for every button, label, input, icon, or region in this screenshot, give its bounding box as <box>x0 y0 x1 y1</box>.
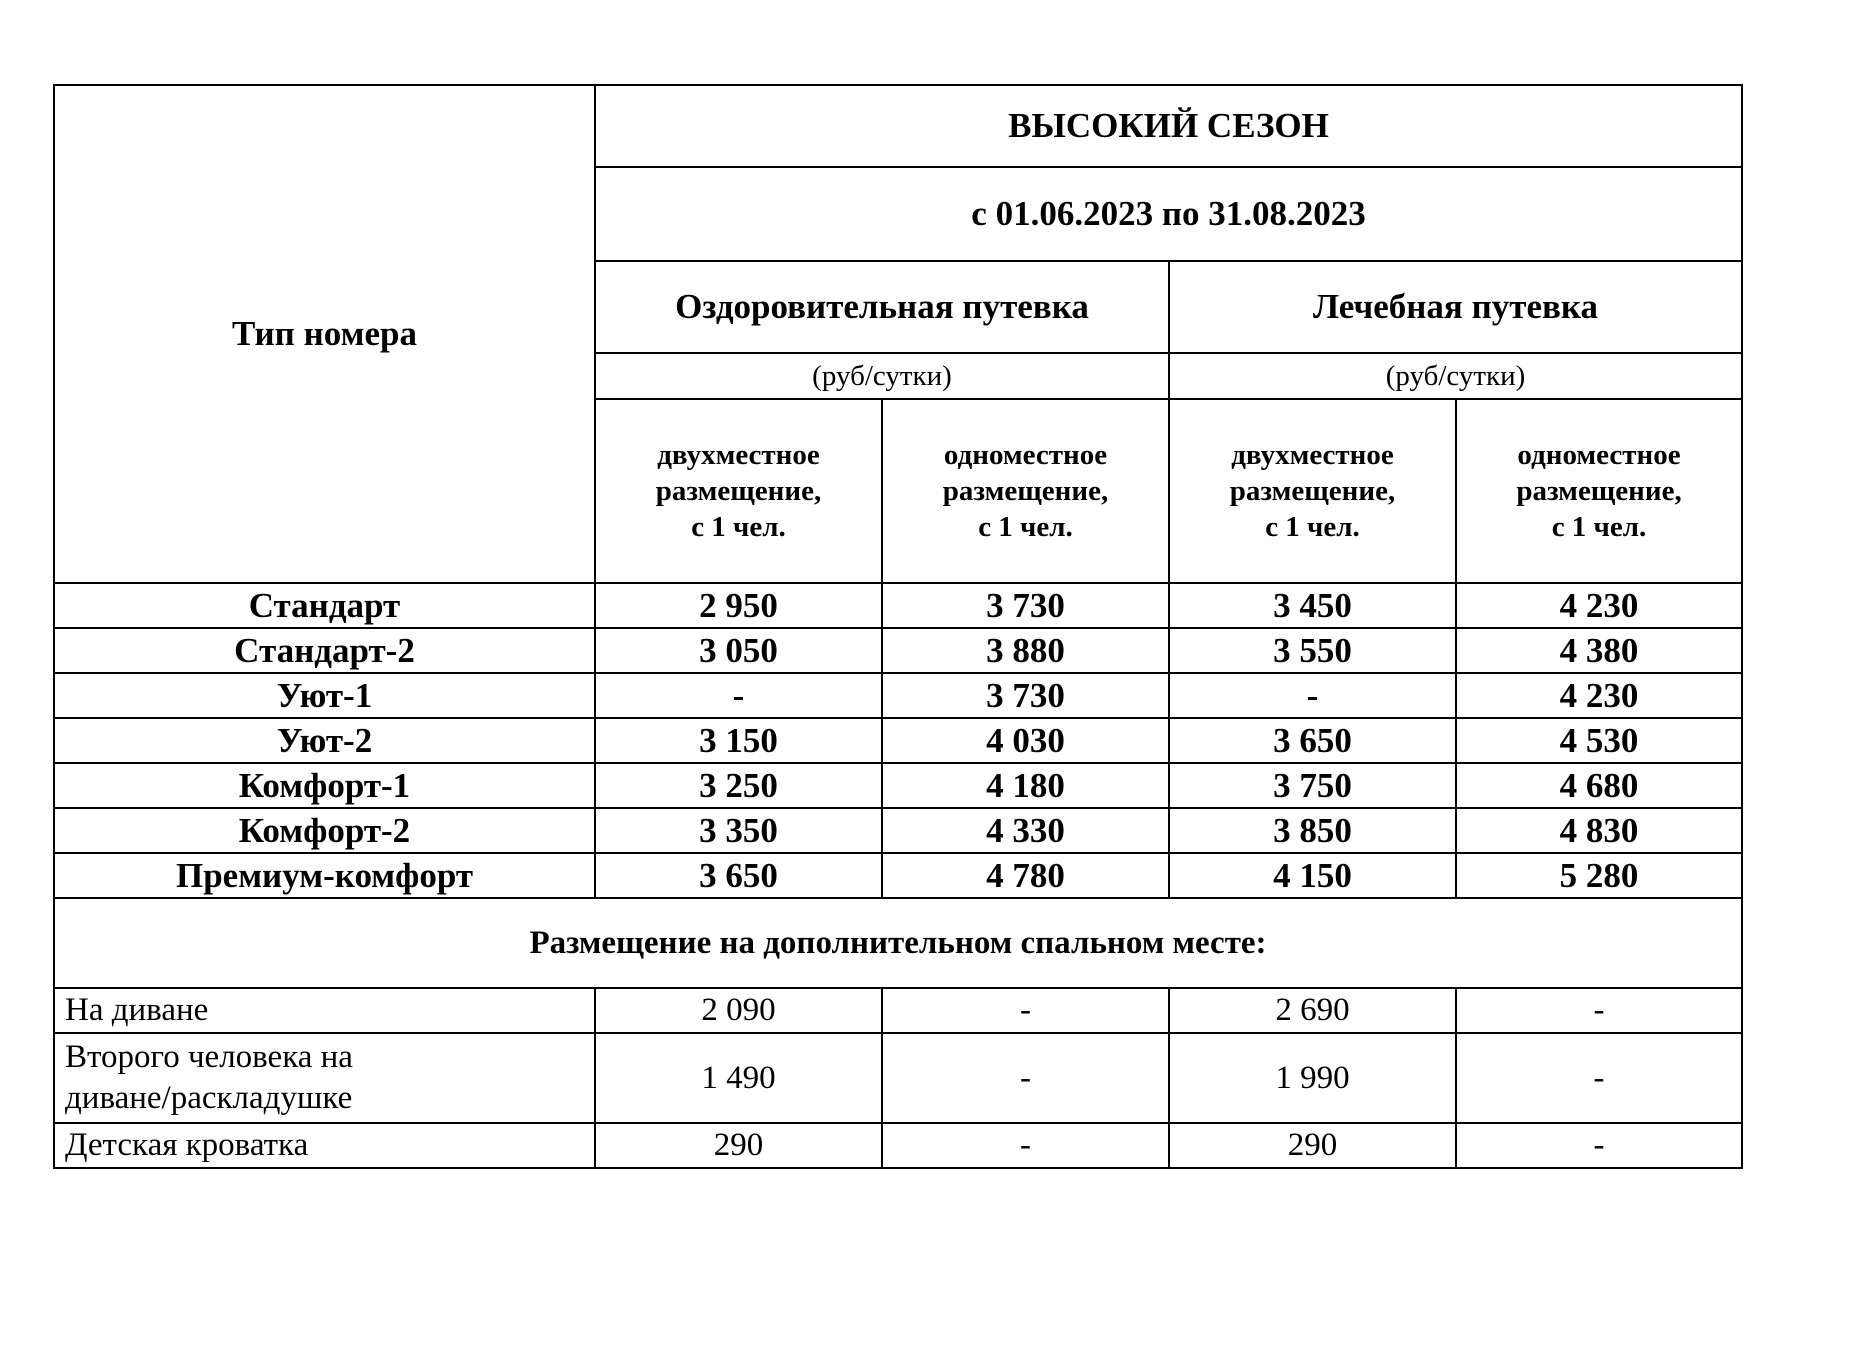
price-cell: 5 280 <box>1456 853 1742 898</box>
occupancy-line: с 1 чел. <box>978 511 1073 543</box>
occupancy-line: размещение, <box>1229 475 1396 507</box>
extra-bed-section-row <box>54 898 1742 988</box>
room-name: Уют-1 <box>54 673 595 718</box>
price-cell: 4 230 <box>1456 583 1742 628</box>
price-cell: 3 850 <box>1169 808 1456 853</box>
price-cell: 4 180 <box>882 763 1169 808</box>
price-table <box>53 84 1743 1169</box>
table-row <box>54 628 1742 673</box>
occupancy-header <box>595 399 882 583</box>
extra-bed-label: Детская кроватка <box>54 1123 595 1168</box>
extra-bed-label-line: диване/раскладушке <box>65 1080 353 1116</box>
price-cell: 3 350 <box>595 808 882 853</box>
price-cell: 290 <box>595 1123 882 1168</box>
price-cell: 3 880 <box>882 628 1169 673</box>
occupancy-line: размещение, <box>655 475 822 507</box>
voucher-type-health: Оздоровительная путевка <box>595 261 1169 353</box>
table-row <box>54 718 1742 763</box>
season-header: ВЫСОКИЙ СЕЗОН <box>595 85 1742 167</box>
price-cell: - <box>882 1033 1169 1123</box>
period-header: с 01.06.2023 по 31.08.2023 <box>595 167 1742 261</box>
price-cell: 2 690 <box>1169 988 1456 1033</box>
price-cell: 3 730 <box>882 583 1169 628</box>
occupancy-line: двухместное <box>657 439 820 471</box>
price-cell: 3 250 <box>595 763 882 808</box>
unit-label-treatment: (руб/сутки) <box>1169 353 1742 399</box>
price-cell: 4 830 <box>1456 808 1742 853</box>
price-cell: 3 550 <box>1169 628 1456 673</box>
occupancy-line: размещение, <box>1516 475 1682 507</box>
price-cell: 290 <box>1169 1123 1456 1168</box>
price-cell: - <box>1456 1123 1742 1168</box>
occupancy-line: с 1 чел. <box>691 511 786 543</box>
price-cell: 3 050 <box>595 628 882 673</box>
occupancy-header <box>882 399 1169 583</box>
price-cell: 3 650 <box>595 853 882 898</box>
occupancy-line: с 1 чел. <box>1265 511 1360 543</box>
table-row <box>54 988 1742 1033</box>
room-type-header: Тип номера <box>54 85 595 583</box>
table-row <box>54 583 1742 628</box>
table-row <box>54 673 1742 718</box>
price-cell: 3 150 <box>595 718 882 763</box>
occupancy-header <box>1169 399 1456 583</box>
occupancy-line: одноместное <box>943 439 1108 471</box>
occupancy-line: размещение, <box>942 475 1109 507</box>
price-cell: 4 380 <box>1456 628 1742 673</box>
price-cell: - <box>882 1123 1169 1168</box>
price-cell: 3 450 <box>1169 583 1456 628</box>
price-cell: 3 750 <box>1169 763 1456 808</box>
room-name: Стандарт <box>54 583 595 628</box>
occupancy-line: одноместное <box>1517 439 1681 471</box>
price-cell: 3 730 <box>882 673 1169 718</box>
price-cell: 4 530 <box>1456 718 1742 763</box>
extra-bed-section-title: Размещение на дополнительном спальном месте: <box>54 898 1742 988</box>
extra-bed-label-line: Второго человека на <box>65 1039 353 1075</box>
unit-label-health: (руб/сутки) <box>595 353 1169 399</box>
extra-bed-label: На диване <box>54 988 595 1033</box>
table-row <box>54 853 1742 898</box>
price-cell: 4 780 <box>882 853 1169 898</box>
price-cell: - <box>882 988 1169 1033</box>
price-cell: 4 680 <box>1456 763 1742 808</box>
room-name: Премиум-комфорт <box>54 853 595 898</box>
price-cell: 1 990 <box>1169 1033 1456 1123</box>
room-name: Стандарт-2 <box>54 628 595 673</box>
price-cell: 3 650 <box>1169 718 1456 763</box>
price-cell: - <box>1456 1033 1742 1123</box>
occupancy-line: с 1 чел. <box>1551 511 1647 543</box>
extra-bed-label <box>54 1033 595 1123</box>
price-cell: 4 030 <box>882 718 1169 763</box>
table-row <box>54 1033 1742 1123</box>
price-cell: 2 090 <box>595 988 882 1033</box>
price-cell: 4 150 <box>1169 853 1456 898</box>
price-cell: 4 330 <box>882 808 1169 853</box>
occupancy-header <box>1456 399 1742 583</box>
voucher-type-treatment: Лечебная путевка <box>1169 261 1742 353</box>
occupancy-line: двухместное <box>1231 439 1394 471</box>
price-cell: 2 950 <box>595 583 882 628</box>
price-cell: 1 490 <box>595 1033 882 1123</box>
room-name: Уют-2 <box>54 718 595 763</box>
table-row <box>54 763 1742 808</box>
price-cell: - <box>1169 673 1456 718</box>
price-cell: - <box>595 673 882 718</box>
price-cell: - <box>1456 988 1742 1033</box>
price-cell: 4 230 <box>1456 673 1742 718</box>
room-name: Комфорт-2 <box>54 808 595 853</box>
room-name: Комфорт-1 <box>54 763 595 808</box>
table-row <box>54 808 1742 853</box>
table-row <box>54 1123 1742 1168</box>
